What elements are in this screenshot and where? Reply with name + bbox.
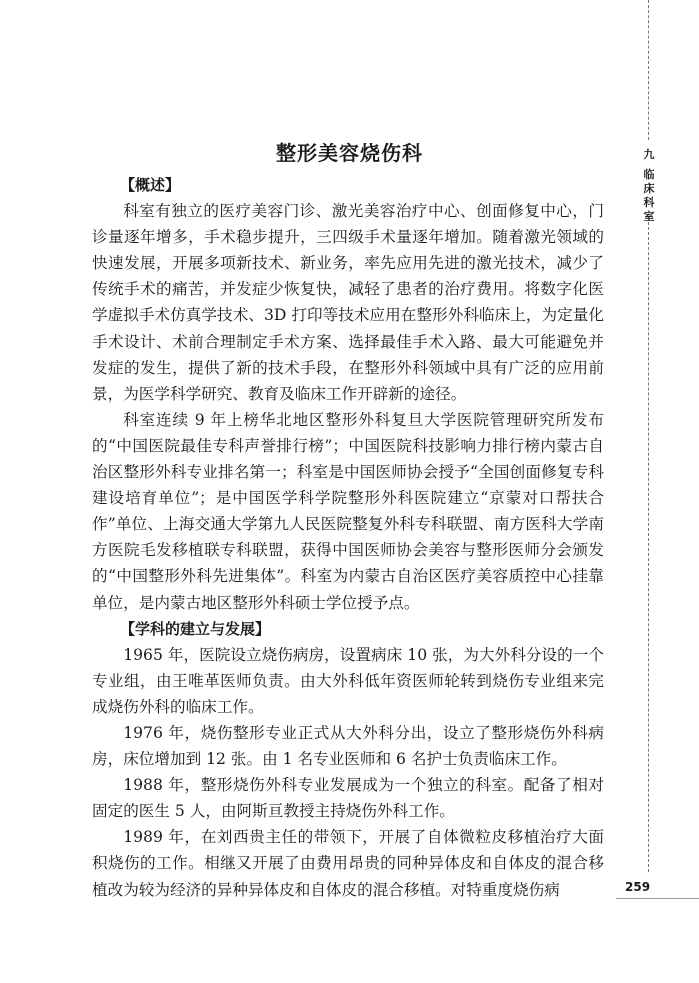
section-heading-overview: 【概述】 (120, 176, 181, 194)
chapter-name: 临床科室 (643, 168, 655, 223)
paragraph: 1976 年，烧伤整形专业正式从大外科分出，设立了整形烧伤外科病房，床位增加到 12 张。由 1 名专业医师和 6 名护士负责临床工作。 (92, 723, 604, 769)
footer-rule (616, 898, 699, 899)
chapter-number: 九 (643, 148, 655, 161)
side-divider-top (648, 0, 649, 140)
paragraph: 科室有独立的医疗美容门诊、激光美容治疗中心、创面修复中心，门诊量逐年增多，手术稳步提升，三四级手术量逐年增加。随着激光领域的快速发展，开展多项新技术、新业务，率先应用先进的激光技术，减少了传统手术的痛苦，并发症少恢复快，减轻了患者的治疗费用。将数字化医学虚拟手术仿真学技术、3D 打印等技术应用在整形外科临床上，为定量化手术设计、术前合理制定手术方案、选择最佳手术入路、最大可能避免并发症的发生，提供了新的技术手段，在整形外科领域中具有广泛的应用前景，为医学科学研究、教育及临床工作开辟新的途径。 (92, 202, 604, 403)
paragraph: 1965 年，医院设立烧伤病房，设置病床 10 张，为大外科分设的一个专业组，由王唯革医师负责。由大外科低年资医师轮转到烧伤专业组来完成烧伤外科的临床工作。 (92, 645, 604, 716)
page-title: 整形美容烧伤科 (276, 141, 423, 166)
paragraph: 科室连续 9 年上榜华北地区整形外科复旦大学医院管理研究所发布的“中国医院最佳专科声誉排行榜”；中国医院科技影响力排行榜内蒙古自治区整形外科专业排名第一；科室是中国医师协会授予“全国创面修复专科建设培育单位”；是中国医学科学院整形外科医院建立“京蒙对口帮扶合作”单位、上海交通大学第九人民医院整复外科专科联盟、南方医科大学南方医院毛发移植联专科联盟，获得中国医师协会美容与整形医师分会颁发的“中国整形外科先进集体”。科室为内蒙古自治区医疗美容质控中心挂靠单位，是内蒙古地区整形外科硕士学位授予点。 (92, 410, 604, 612)
body-text (92, 172, 604, 903)
section-heading-history: 【学科的建立与发展】 (120, 619, 271, 638)
page-number: 259 (625, 880, 651, 894)
side-divider-bottom (648, 222, 649, 872)
paragraph: 1988 年，整形烧伤外科专业发展成为一个独立的科室。配备了相对固定的医生 5 人，由阿斯亘教授主持烧伤外科工作。 (92, 776, 604, 821)
paragraph: 1989 年，在刘西贵主任的带领下，开展了自体微粒皮移植治疗大面积烧伤的工作。相继又开展了由费用昂贵的同种异体皮和自体皮的混合移植改为较为经济的异种异体皮和自体皮的混合移植。对特重度烧伤病 (92, 828, 604, 899)
